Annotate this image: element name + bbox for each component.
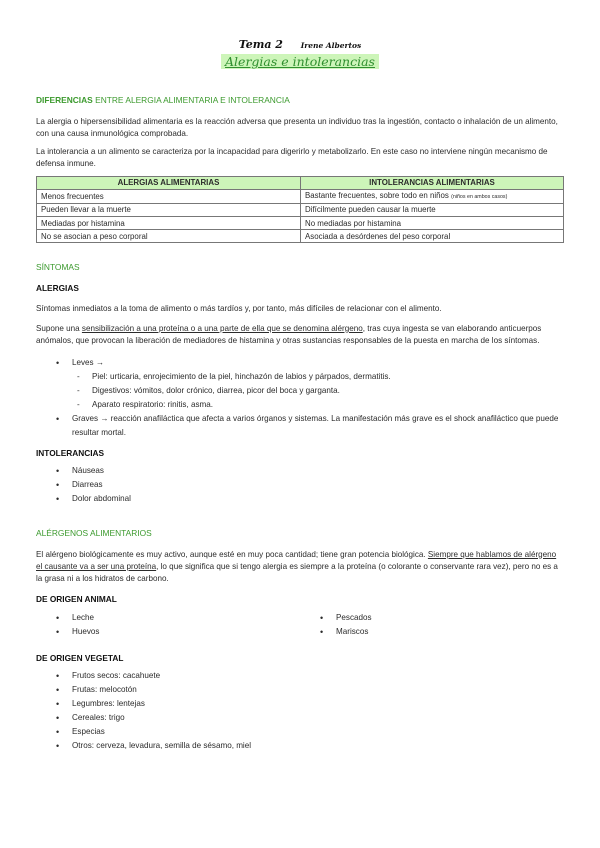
topic-label: Tema 2: [238, 38, 283, 51]
document-header: [0, 38, 600, 71]
differences-heading: [36, 95, 564, 105]
list-item: - Digestivos: vómitos, dolor crónico, diarrea, picor del boca y garganta.: [72, 384, 564, 398]
mild-symptoms-list: [72, 370, 564, 412]
sensitization-post: , tras cuya ingesta se van elaborando anticuerpos anómalos, que provocan la liberación de mediadores de histamina y otras sustancias responsables de la puesta en marcha de los síntomas.: [36, 323, 542, 346]
list-item: • Pescados: [300, 611, 564, 625]
list-item: - Piel: urticaria, enrojecimiento de la piel, hinchazón de labios y párpados, dermatitis.: [72, 370, 564, 384]
table-cell: Pueden llevar a la muerte: [37, 203, 301, 216]
animal-list-1: [36, 611, 300, 639]
animal-origin-heading: DE ORIGEN ANIMAL: [36, 593, 117, 604]
table-cell: No se asocian a peso corporal: [37, 230, 301, 243]
list-item: • Dolor abdominal: [36, 492, 564, 506]
document-body: [36, 95, 564, 753]
list-item: • Cereales: trigo: [36, 711, 564, 725]
vegetal-origin-heading: DE ORIGEN VEGETAL: [36, 652, 124, 663]
mild-label: Leves →: [72, 357, 104, 367]
list-item: • Frutas: melocotón: [36, 683, 564, 697]
list-item: • Mariscos: [300, 625, 564, 639]
animal-column-1: [36, 611, 300, 639]
sensitization-pre: Supone una: [36, 323, 82, 333]
page-title: Alergias e intolerancias: [221, 54, 379, 69]
table-row: [37, 217, 564, 230]
table-cell: Mediadas por histamina: [37, 217, 301, 230]
differences-heading-rest: ENTRE ALERGIA ALIMENTARIA E INTOLERANCIA: [92, 95, 290, 105]
list-item: • Leche: [36, 611, 300, 625]
sensitization-paragraph: [36, 323, 564, 348]
list-item: • Diarreas: [36, 478, 564, 492]
intolerance-definition: La intolerancia a un alimento se caracteriza por la incapacidad para digerirlo y metabolizarlo. En este caso no interviene ningún mecanismo de defensa inmune.: [36, 146, 548, 169]
differences-heading-bold: DIFERENCIAS: [36, 95, 93, 105]
table-row: [37, 230, 564, 243]
allergens-paragraph: [36, 549, 564, 586]
vegetal-origin-list: [36, 669, 564, 753]
animal-column-2: [300, 611, 564, 639]
allergens-pre: El alérgeno biológicamente es muy activo, aunque esté en muy poca cantidad; tiene gran potencia biológica.: [36, 549, 428, 559]
table-header: ALERGIAS ALIMENTARIAS: [37, 176, 301, 189]
table-cell-note: (niños en ambos casos): [451, 193, 508, 200]
list-item: • Frutos secos: cacahuete: [36, 669, 564, 683]
table-cell: Difícilmente pueden causar la muerte: [301, 203, 564, 216]
table-header: INTOLERANCIAS ALIMENTARIAS: [301, 176, 564, 189]
list-item: • Otros: cerveza, levadura, semilla de sésamo, miel: [36, 739, 564, 753]
list-item: • Legumbres: lentejas: [36, 697, 564, 711]
animal-list-2: [300, 611, 564, 639]
comparison-table: [36, 176, 564, 244]
list-item: [36, 356, 564, 412]
title-wrap: [0, 51, 600, 71]
list-item: • Náuseas: [36, 464, 564, 478]
table-row: [37, 203, 564, 216]
list-item: - Aparato respiratorio: rinitis, asma.: [72, 398, 564, 412]
table-row: [37, 189, 564, 203]
allergens-underlined: Siempre que hablamos de alérgeno el causante va a ser una proteína: [36, 549, 557, 571]
table-cell: Menos frecuentes: [37, 189, 301, 203]
allergies-subheading: ALERGIAS: [36, 283, 79, 294]
table-header-row: [37, 176, 564, 189]
symptoms-paragraph: Síntomas inmediatos a la toma de alimento o más tardíos y, por tanto, más difíciles de relacionar con el alimento.: [36, 304, 442, 314]
table-cell-text: Bastante frecuentes, sobre todo en niños: [305, 190, 449, 200]
author-name: Irene Albertos: [300, 41, 362, 50]
table-cell: No mediadas por histamina: [301, 217, 564, 230]
allergens-heading: ALÉRGENOS ALIMENTARIOS: [36, 527, 152, 538]
table-cell: Asociada a desórdenes del peso corporal: [301, 230, 564, 243]
allergens-post: , lo que significa que si tengo alergia es siempre a la proteína (o colorante o conservante rara vez), pero no es a la grasa ni a los hidratos de carbono.: [36, 562, 558, 584]
list-item: • Graves → reacción anafiláctica que afecta a varios órganos y sistemas. La manifestación más grave es el shock anafiláctico que puede resultar mortal.: [36, 412, 564, 440]
list-item: • Especias: [36, 725, 564, 739]
table-cell: [301, 189, 564, 203]
sensitization-underlined: sensibilización a una proteína o a una parte de ella que se denomina alérgeno: [81, 323, 363, 333]
allergy-definition: La alergia o hipersensibilidad alimentaria es la reacción adversa que presenta un individuo tras la ingestión, contacto o inhalación de un alimento, con una causa inmunológica comprobada.: [36, 117, 558, 139]
animal-origin-columns: [36, 611, 564, 639]
list-item: • Huevos: [36, 625, 300, 639]
symptoms-heading: SÍNTOMAS: [36, 262, 80, 273]
intolerance-symptoms-list: [36, 464, 564, 506]
severity-list: [36, 356, 564, 440]
intolerances-subheading: INTOLERANCIAS: [36, 447, 105, 458]
header-line: [0, 38, 600, 51]
